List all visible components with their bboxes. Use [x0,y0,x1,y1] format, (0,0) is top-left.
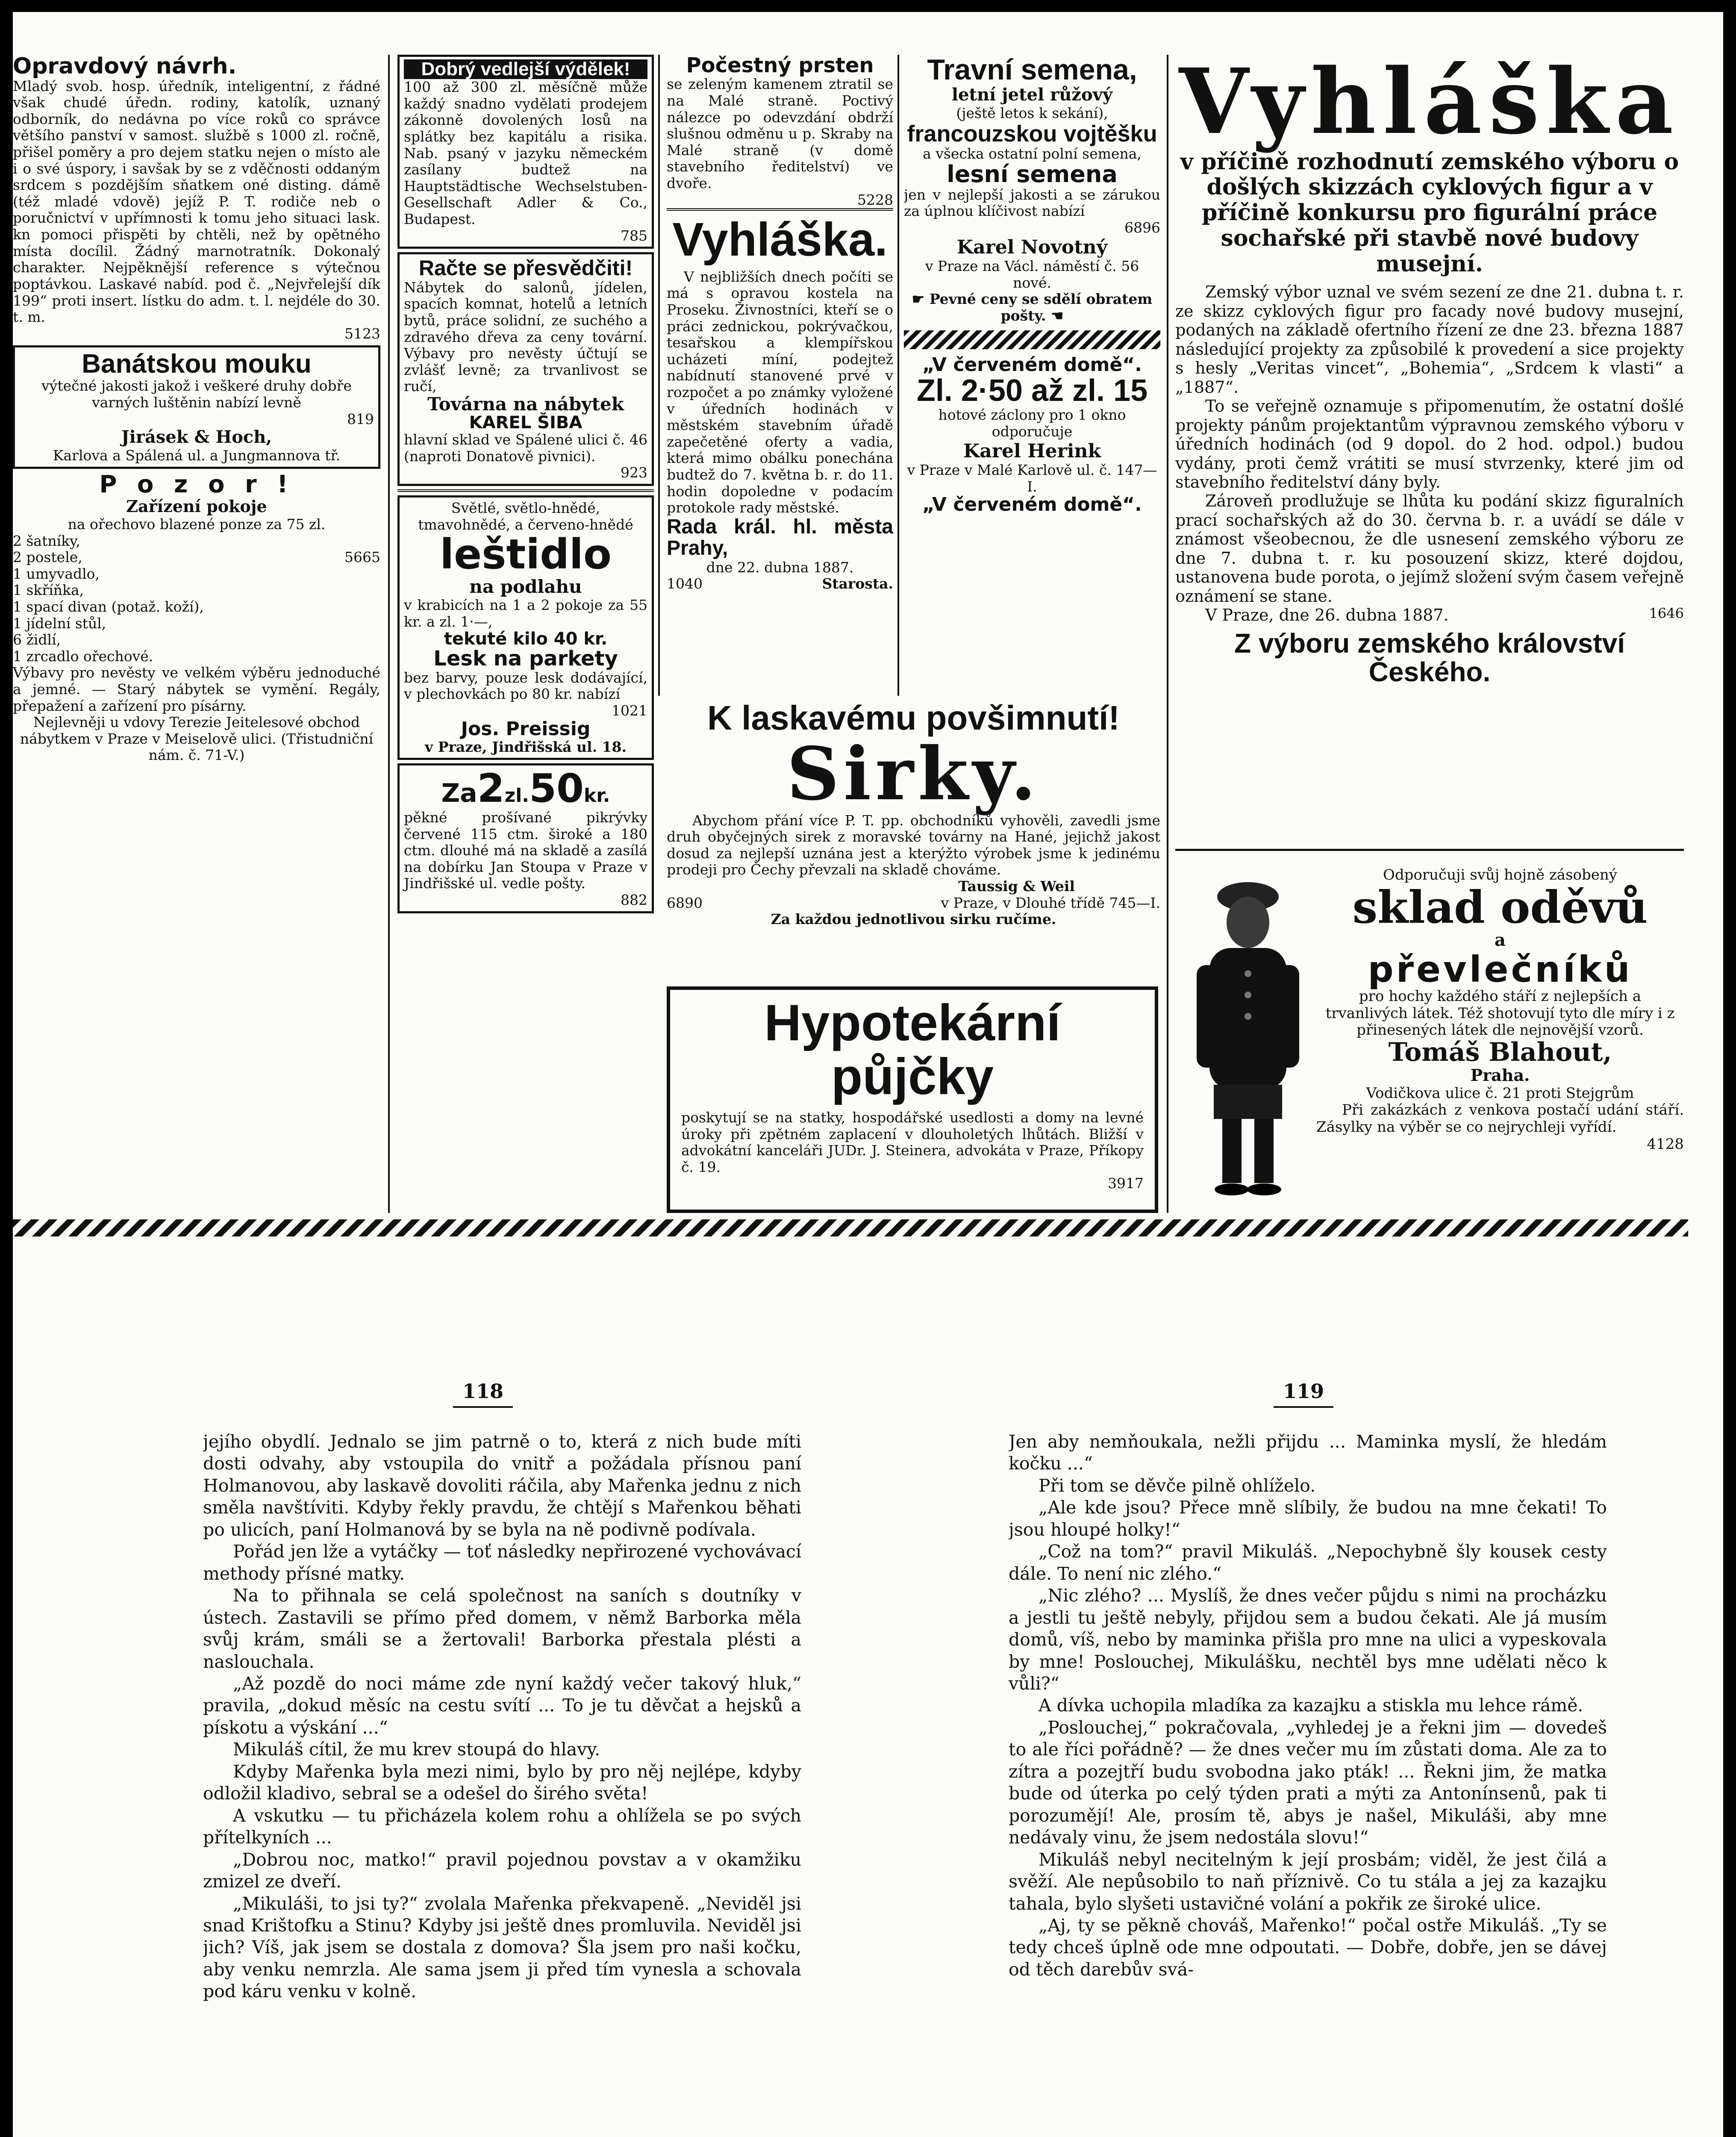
notice-rule [1175,849,1684,851]
ad-body: poskytují se na statky, hospodářské usedlosti a domy na levné úroky při zpětném zaplacení v dlouholetých lhůtách. Bližší v advokátní kanceláři JUDr. J. Steinera, advokáta v Praze, Příkopy č. 19. [681,1109,1144,1175]
ad-subtitle: Zařízení pokoje [126,497,267,516]
ad-subtitle: letní jetel růžový [951,85,1113,105]
ad-body: a všecka ostatní polní semena, [923,145,1142,162]
ad-heading: francouzskou vojtěšku [907,121,1157,147]
notice-number: 1646 [1649,605,1684,622]
ad-box [397,55,654,249]
ad-number: 1021 [612,702,647,719]
ad-separator [904,330,1160,349]
pointing-hand-icon: ☚ [1046,307,1064,324]
story-paragraph: „Mikuláši, to jsi ty?“ zvolala Mařenka překvapeně. „Neviděl jsi snad Krištofku a Stinu? Kdyby jsi ještě dnes promluvila. Neviděl jsi jich? Víš, jak jsem se dostala z domova? Šla jsem pro naši kočku, aby venku nemrzla. Ale sama jsem ji před tím vynesla a schovala pod káru venku v kolně. [203,1893,801,2002]
notice-date: V Praze, dne 26. dubna 1887. [1205,606,1449,625]
ad-number: 5123 [344,325,380,342]
ad-footer: Nejlevněji u vdovy Terezie Jeitelesové obchod nábytkem v Praze v Meiselově ulici. (Třistudniční nám. č. 71-V.) [20,714,374,764]
ad-body: bez barvy, pouze lesk dodávající, v plechovkách po 80 kr. nabízí [404,669,647,703]
ad-number: 819 [347,410,374,427]
ad-title: Račte se přesvědčiti! [418,256,633,280]
ad-column-4 [904,55,1160,696]
ad-address: Karlova a Spálená ul. a Jungmannova tř. [53,447,341,464]
ad-price: Zl. 2·50 až zl. 15 [916,373,1148,408]
ad-title: převlečníků [1368,948,1633,990]
notice-date-line [1175,606,1684,624]
ad-number: 923 [621,464,647,481]
ad-footer-line [667,895,1160,912]
ad-separator [397,489,654,492]
ad-title: sklad oděvů [1352,880,1648,933]
ad-item: 1 spací divan (potaž. koží), [13,598,204,615]
ad-item: 1 umyvadlo, [13,565,100,582]
notice-paragraph: To se veřejně oznamuje s připomenutím, že ostatní došlé projekty pánům projektantům výpravnou zemského výboru v úředních hodinách (od 9 dopol. do 2 hod. odpol.) budou vydány, proti čemž vrátiti se musí stvrzenky, které jim od stavebního ředitelství dány byly. [1175,397,1684,492]
ad-address: Vodičkova ulice č. 21 proti Stejgrům [1366,1084,1634,1102]
ad-firm: Jos. Preissig [461,718,591,740]
notice-subtitle: v příčině rozhodnutí zemského výboru o došlých skizzách cyklových figur a v příčině konkursu pro figurální práce sochařské při stavbě nové budovy musejní. [1180,148,1679,277]
ad-number: 1040 [667,575,703,592]
ad-number: 6890 [667,894,703,911]
ad-item: 1 skříňka, [13,582,84,599]
story-paragraph: „Dobrou noc, matko!“ pravil pojednou povstav a v okamžiku zmizel ze dveří. [203,1849,801,1892]
ad-body: v krabicích na 1 a 2 pokoje za 55 kr. a zl. 1·—, [404,597,647,630]
ad-body: Nábytek do salonů, jídelen, spacích komnat, hotelů a letních bytů, práce solidní, ze suchého a zdravého dřeva za ceny tovární. Výbavy pro nevěsty účtují se zvlášť levně; za trvanlivost se ručí, [404,279,647,395]
ad-heading: Lesk na parkety [433,647,618,671]
ad-title-part: 2 [477,765,505,812]
story-paragraph: Při tom se děvče pilně ohlíželo. [1039,1475,1316,1496]
column-rule [658,55,660,696]
story-paragraph: Mikuláš nebyl necitelným k její prosbám; viděl, že jest čilá a svěží. Ale nepůsobilo to naň příznivě. Co tu stála a jej za kazajku tahala, bylo slyšeti ustavičné volání a pokřik ze široké ulice. [1009,1849,1607,1914]
ad-title: Hypotekární půjčky [764,994,1061,1105]
ad-title: „V červeném domě“. [922,353,1142,376]
ad-footer-text: Pevné ceny se sdělí obratem pošty. [929,291,1153,324]
ad-body: hotové záclony pro 1 okno odporučuje [938,406,1126,440]
ad-item [13,549,380,566]
ad-address: v Praze, v Dlouhé třídě 745—I. [941,894,1160,911]
ad-title [404,765,647,812]
ad-item: 6 židlí, [13,631,61,648]
notice-paragraph: Zemský výbor uznal ve svém sezení ze dne 21. dubna t. r. ze skizz cyklových figur pro facady nové budovy musejní, podaných na základě ofertního řízení ze dne 23. března 1887 následující projekty za způsobilé k provedení a sice projekty s hesly „Veritas vincet“, „Bohemia“, „Srdcem k vlasti“ a „1887“. [1175,283,1684,397]
ad-heading: lesní semena [947,161,1118,188]
column-rule [1167,55,1168,1213]
notice-museum [1175,55,1684,845]
boy-figure-illustration [1184,871,1312,1204]
ad-item-text: 2 postele, [13,549,82,566]
ad-title: leštidlo [440,530,612,579]
ad-number: 3917 [1108,1175,1144,1192]
story-paragraph: „Ale kde jsou? Přece mně slíbily, že budou na mne čekati! To jsou hloupé holky!“ [1009,1497,1607,1540]
ad-date: dne 22. dubna 1887. [706,559,854,576]
ad-footer: hlavní sklad ve Spálené ulici č. 46 (naproti Donatově pivnici). [404,431,647,465]
story-page-right [1009,1431,1607,2137]
ad-connector: a [1495,930,1506,950]
ad-address: v Praze na Václ. náměstí č. 56 nové. [925,258,1139,291]
ad-title-part: zl. [504,785,529,807]
ad-title-part: 50 [529,765,584,812]
story-paragraph: „Poslouchej,“ pokračovala, „vyhledej je a řekni jim — dovedeš to ale říci pořádně? — že dnes večer mu ím zůstati doma. Ale za to zítra a pozejtří budu svobodna jako pták! ... Řekni jim, že matka bude od úterka po celý týden prati a mýti za Antonínsenů, pak ti porozumějí! Ale, prosím tě, abys je našel, Mikuláši, aby mne nedávaly vinu, že jsem nedostála slovu!“ [1009,1717,1607,1848]
story-paragraph: Mikuláš cítil, že mu krev stoupá do hlavy. [233,1739,600,1760]
ad-title-part: Za [441,778,477,809]
ad-item: 1 zrcadlo ořechové. [13,648,153,665]
ad-footer [904,291,1160,324]
ad-subtitle: na podlahu [469,576,582,597]
page-number-underline [453,1406,513,1408]
ad-body: se zeleným kamenem ztratil se na Malé straně. Poctivý nálezce po odevzdání obdrží slušnou odměnu u p. Skraby na Malé straně (v domě stavebního ředitelství) ve dvoře. [667,76,893,192]
story-paragraph: Kdyby Mařenka byla mezi nimi, bylo by pro něj nejlépe, kdyby odložil kladivo, sebral se a odešel do širého světa! [203,1761,801,1804]
ad-body: výtečné jakosti jakož i veškeré druhy dobře varných luštěnin nabízí levně [41,377,352,411]
ad-heading: tekuté kilo 40 kr. [444,629,608,649]
ad-role: Starosta. [822,575,893,592]
ad-lead: na ořechovo blazené ponze za 75 zl. [68,515,326,533]
ad-firm: Karel Herink [963,440,1101,462]
ad-body: Mladý svob. hosp. úředník, inteligentní, z řádné však chudé úředn. rodiny, katolík, uznaný odborník, do nedávna po více roků co správce většího panství v samost. službě s 1000 zl. ročně, přišel poměry a pro dejem statku nejen o místo ale i o své úspory, i savšak by se z vděčnosti oddaným srdcem s pozdějším sňatkem oné disting. dámě (též mladé vdově) jejíž P. T. rodiče neb o poručnictví v upřímnosti k tomu jeho situaci lask. kn pomoci přispěti by chtěli, než by opětného místa docílil. Žádný marnotratník. Dokonalý charakter. Nejpěknější reference s výtečnou poptávkou. Laskavé nabíd. pod č. „Nejvřelejší dík 199“ proti insert. lístku do adm. t. l. nejdéle do 30. t. m. [13,77,380,326]
ad-brand-word: Sirky. [786,731,1041,817]
ad-body: pěkné prošívané pikrývky červené 115 ctm. široké a 180 ctm. dlouhé má na skladě a zasílá na dobírku Jan Stoupa v Praze v Jindřišské ul. vedle pošty. [404,809,647,892]
story-paragraph: „Aj, ty se pěkně chováš, Mařenko!“ počal ostře Mikuláš. „Ty se tedy chceš úplně ode mne odpoutati. — Dobře, dobře, jen se dávej od těch darebův svá- [1009,1915,1607,1980]
page-number-right: 119 [1283,1380,1324,1403]
story-paragraph: Na to přihnala se celá společnost na saních s doutníky v ústech. Zastavili se přímo před domem, v němž Barborka měla svůj krám, smáli se a žertovali! Barborka přestala plésti a naslouchala. [203,1585,801,1672]
notice-paragraph: Zároveň prodlužuje se lhůta ku podání skizz figuralních prací sochařských až do 30. června b. r. a uvádí se dále v známost všeobecnou, že dle usnesení zemského výboru ze dne 7. dubna t. r. ku posouzení skizz, které dojdou, ustanovena bude porota, o jejímž složení svým časem veřejně oznámení se stane. [1175,492,1684,606]
pointing-hand-icon: ☛ [912,291,930,308]
ad-note: (ještě letos k sekání), [956,105,1108,122]
ad-matches [667,700,1160,974]
ad-item: 1 jídelní stůl, [13,615,106,632]
ad-lead: Světlé, světlo-hnědé, tmavohnědé, a červeno-hnědé [418,499,633,533]
ad-number: 4128 [1647,1135,1684,1153]
ad-address: v Praze, Jindřišská ul. 18. [425,738,627,755]
ad-number: 6896 [1124,219,1160,236]
ad-footer: Za každou jednotlivou sirku ručíme. [771,911,1056,928]
ad-separator [667,208,893,211]
ad-firm: Tomáš Blahout, [1388,1037,1612,1068]
ad-city: Praha. [1470,1066,1530,1085]
ad-title: Počestný prsten [686,55,874,77]
newspaper-page [13,12,1723,2137]
ad-box [397,252,654,486]
column-rule [897,55,899,696]
ad-title: K laskavému povšimnutí! [707,700,1120,737]
ad-number: 882 [621,891,647,908]
page-number-left: 118 [462,1380,504,1403]
ad-firm: Jirásek & Hoch, [121,427,272,447]
notice-signature: Z výboru zemského království Českého. [1234,627,1625,687]
ad-column-2 [397,55,654,1209]
ad-title: Vyhláška. [672,213,888,266]
ad-box [397,763,654,913]
ad-title: Dobrý vedlejší výdělek! [404,59,647,79]
ad-heading: KAREL ŠIBA [469,413,583,433]
ad-footer: „V červeném domě“. [922,494,1142,516]
ad-mortgage [667,986,1158,1213]
story-paragraph: Pořád jen lže a vytáčky — toť následky nepřirozené vychovávací methody přísné matky. [203,1541,801,1584]
column-rule [388,55,390,1213]
story-paragraph: A dívka uchopila mladíka za kazajku a stiskla mu lehce rámě. [1039,1695,1583,1716]
ad-column-1 [13,55,380,1209]
ad-box [13,345,380,468]
story-page-left [203,1431,801,2137]
ad-body: V nejbližších dnech počíti se má s opravou kostela na Proseku. Živnostníci, kteří se o práci zednickou, pokrývačkou, tesařskou a klempířskou ucházeti míní, podejtež nabídnutí stanovené prvé v rozpočet a po známky vyložené v úředních hodinách v městském stavebním úřadě zapečetěné oferty a vadia, která mimo obálku ponechána budtež do 7. května b. r. do 11. hodin dopoledne v podacím protokole rady městské. [667,268,893,516]
ad-body: Abychom přání více P. T. pp. obchodníků vyhověli, zavedli jsme druh obyčejných sirek z moravské továrny na Hané, jejichž jakost dosud za nejlepší uznána jest a kterýžto výrobek jsme k jedinému prodeji pro Čechy převzali na skladě chováme. [667,812,1160,878]
ad-title: Travní semena, [927,55,1137,86]
ad-signature: Rada král. hl. města Prahy, [667,515,893,560]
ad-footer: Při zakázkách z venkova postačí udání stáří. Zásylky na výběr se co nejrychleji vyřídí. [1316,1101,1684,1136]
ad-firm: Taussig & Weil [958,877,1075,895]
story-paragraph: „Nic zlého? ... Myslíš, že dnes večer půjdu s nimi na procházku a jestli tu ještě nebyly, přijdou sem a budou čekati. Ale já musím domů, víš, nebo by maminka přišla pro mne na ulici a vypeskovala by mne! Poslouchej, Mikulášku, nechtěl bys mne udělati něco k vůli?“ [1009,1585,1607,1694]
ads-bottom-border [13,1219,1688,1236]
page-number-underline [1274,1406,1333,1408]
story-paragraph: „Až pozdě do noci máme zde nyní každý večer takový hluk,“ pravila, „dokud měsíc na cestu svítí ... To je tu děvčat a hejsků a pískotu a výskání ...“ [203,1673,801,1738]
ad-box [397,495,654,760]
ad-firm: Karel Novotný [956,236,1108,258]
ad-body: pro hochy každého stáří z nejlepších a trvanlivých látek. Též shotovují tyto dle míry i z přinesených látek dle nejnovější vzorů. [1325,987,1675,1039]
ad-title: P o z o r ! [99,470,294,498]
ad-number: 5665 [344,549,380,566]
story-paragraph: Jen aby nemňoukala, nežli přijdu ... Maminka myslí, že hledám kočku ...“ [1009,1431,1607,1474]
ad-title: Banátskou mouku [82,349,312,379]
ad-body: Výbavy pro nevěsty ve velkém výběru jednoduché a jemné. — Starý nábytek se vymění. Regály, přepažení a zařízení pro písárny. [13,664,380,714]
ad-heading: Továrna na nábytek [427,394,624,415]
ad-lead: Odporučuji svůj hojně zásobený [1383,867,1617,883]
ad-clothing [1316,867,1684,1213]
story-paragraph: A vskutku — tu přicházela kolem rohu a ohlížela se po svých přítelkyních ... [203,1805,801,1848]
ad-column-3 [667,55,893,696]
ad-body: jen v nejlepší jakosti a se zárukou za úplnou klíčivost nabízí [904,186,1160,220]
ad-body: 100 až 300 zl. měsíčně může každý snadno vydělati prodejem zákonně dovolených losů na splátky bez kapitálu a risika. Nab. psaný v jazyku německém zasílany budtež na Hauptstädtische Wechselstuben-Gesellschaft Adler & Co., Budapest. [404,79,647,228]
ad-address: v Praze v Malé Karlově ul. č. 147—I. [907,461,1157,495]
ad-footer-line [667,576,893,592]
ad-title: Opravdový návrh. [13,55,237,79]
ad-item: 2 šatníky, [13,532,80,549]
ad-number: 785 [621,227,647,244]
story-paragraph: jejího obydlí. Jednalo se jim patrně o to, která z nich bude míti dosti odvahy, aby vstoupila do vnitř a požádala přísnou paní Holmanovou, aby laskavě dovoliti ráčila, aby Mařenka jednu z nich směla navštíviti. Kdyby řekly pravdu, že chtějí s Mařenkou běhati po ulicích, paní Holmanová by se byla na ně podivně podívala. [203,1431,801,1540]
ad-number: 5228 [857,191,893,208]
story-paragraph: „Což na tom?“ pravil Mikuláš. „Nepochybně šly kousek cesty dále. To není nic zlého.“ [1009,1541,1607,1584]
notice-title: Vyhláška [1179,55,1680,154]
ad-title-part: kr. [584,785,610,807]
